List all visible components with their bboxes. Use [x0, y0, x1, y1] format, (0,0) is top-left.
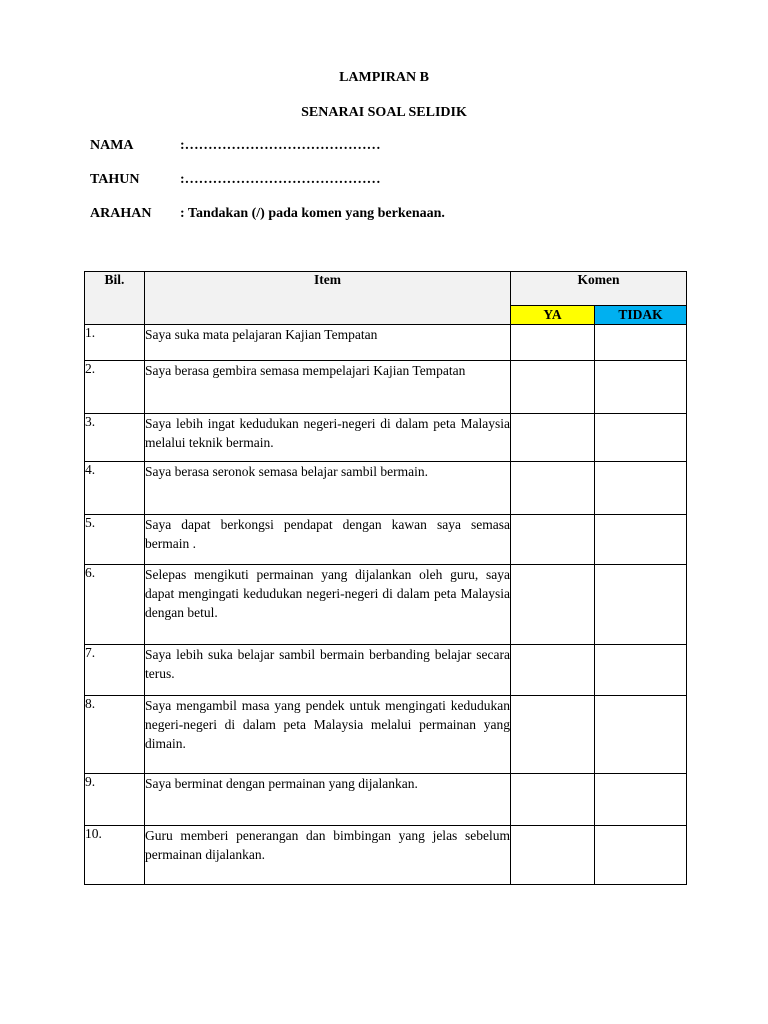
table-row [85, 774, 687, 826]
no-checkbox-cell[interactable] [595, 361, 687, 414]
row-number: 5. [85, 515, 145, 565]
row-item-text: Selepas mengikuti permainan yang dijalankan oleh guru, saya dapat mengingati kedudukan negeri-negeri di dalam peta Malaysia dengan betul. [145, 565, 511, 645]
yes-checkbox-cell[interactable] [511, 826, 595, 885]
table-row [85, 696, 687, 774]
table-row [85, 826, 687, 885]
header-number: Bil. [85, 272, 145, 325]
row-number: 2. [85, 361, 145, 414]
survey-table [84, 271, 687, 885]
yes-checkbox-cell[interactable] [511, 515, 595, 565]
header-yes: YA [511, 306, 595, 325]
row-item-text: Saya mengambil masa yang pendek untuk mengingati kedudukan negeri-negeri di dalam peta Malaysia melalui permainan yang dimain. [145, 696, 511, 774]
table-row [85, 361, 687, 414]
no-checkbox-cell[interactable] [595, 515, 687, 565]
row-number: 9. [85, 774, 145, 826]
yes-checkbox-cell[interactable] [511, 565, 595, 645]
no-checkbox-cell[interactable] [595, 325, 687, 361]
row-item-text: Saya lebih ingat kedudukan negeri-negeri di dalam peta Malaysia melalui teknik bermain. [145, 414, 511, 462]
row-item-text: Saya lebih suka belajar sambil bermain berbanding belajar secara terus. [145, 645, 511, 696]
no-checkbox-cell[interactable] [595, 414, 687, 462]
row-item-text: Saya berasa seronok semasa belajar sambil bermain. [145, 462, 511, 515]
instruction-label: ARAHAN [90, 206, 152, 221]
year-field [90, 172, 381, 188]
no-checkbox-cell[interactable] [595, 565, 687, 645]
row-number: 1. [85, 325, 145, 361]
no-checkbox-cell[interactable] [595, 826, 687, 885]
no-checkbox-cell[interactable] [595, 645, 687, 696]
year-label: TAHUN [90, 172, 140, 187]
row-number: 4. [85, 462, 145, 515]
instruction-field [90, 206, 445, 222]
name-value: :…………………………………… [180, 138, 381, 153]
table-row [85, 414, 687, 462]
row-number: 10. [85, 826, 145, 885]
table-row [85, 645, 687, 696]
name-label: NAMA [90, 138, 134, 153]
year-value: :…………………………………… [180, 172, 381, 187]
yes-checkbox-cell[interactable] [511, 774, 595, 826]
yes-checkbox-cell[interactable] [511, 645, 595, 696]
table-row [85, 515, 687, 565]
yes-checkbox-cell[interactable] [511, 361, 595, 414]
no-checkbox-cell[interactable] [595, 462, 687, 515]
table-row [85, 565, 687, 645]
row-item-text: Saya suka mata pelajaran Kajian Tempatan [145, 325, 511, 361]
table-row [85, 325, 687, 361]
row-item-text: Saya berasa gembira semasa mempelajari Kajian Tempatan [145, 361, 511, 414]
yes-checkbox-cell[interactable] [511, 696, 595, 774]
table-row [85, 462, 687, 515]
header-no: TIDAK [595, 306, 687, 325]
row-number: 3. [85, 414, 145, 462]
row-number: 6. [85, 565, 145, 645]
instruction-value: : Tandakan (/) pada komen yang berkenaan. [180, 206, 445, 221]
yes-checkbox-cell[interactable] [511, 414, 595, 462]
row-number: 8. [85, 696, 145, 774]
name-field [90, 138, 381, 154]
row-item-text: Guru memberi penerangan dan bimbingan yang jelas sebelum permainan dijalankan. [145, 826, 511, 885]
row-number: 7. [85, 645, 145, 696]
header-comment: Komen [511, 272, 687, 306]
no-checkbox-cell[interactable] [595, 696, 687, 774]
no-checkbox-cell[interactable] [595, 774, 687, 826]
row-item-text: Saya dapat berkongsi pendapat dengan kawan saya semasa bermain . [145, 515, 511, 565]
appendix-title: LAMPIRAN B [339, 70, 429, 85]
row-item-text: Saya berminat dengan permainan yang dijalankan. [145, 774, 511, 826]
yes-checkbox-cell[interactable] [511, 325, 595, 361]
survey-title: SENARAI SOAL SELIDIK [301, 105, 467, 120]
yes-checkbox-cell[interactable] [511, 462, 595, 515]
header-item: Item [145, 272, 511, 325]
